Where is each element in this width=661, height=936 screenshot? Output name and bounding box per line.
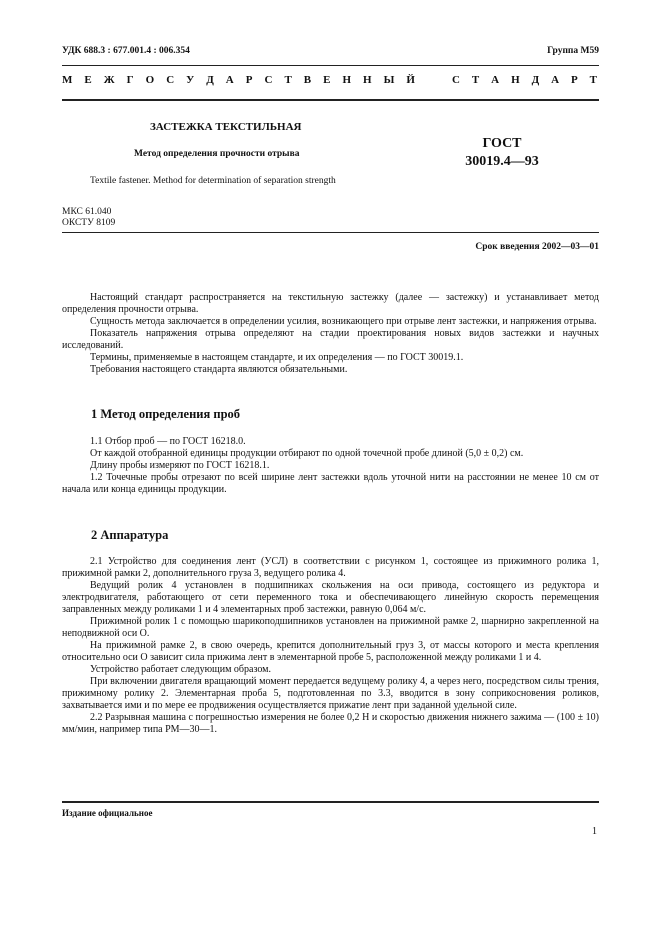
section-1-paragraph: 1.1 Отбор проб — по ГОСТ 16218.0.	[90, 436, 246, 447]
banner-letter: Е	[323, 74, 333, 86]
banner-word-standard	[452, 74, 599, 86]
banner-letter: О	[145, 74, 157, 86]
udk-code: УДК 688.3 : 677.001.4 : 006.354	[62, 46, 190, 56]
intro-paragraph: Требования настоящего стандарта являются обязательными.	[90, 364, 348, 375]
effective-date: Срок введения 2002—03—01	[475, 242, 599, 252]
intro-paragraph: Сущность метода заключается в определении усилия, возникающего при отрыве лент застежки, и напряжения отрыва.	[90, 316, 597, 327]
banner-letter: Н	[363, 74, 374, 86]
section-2-heading: 2 Аппаратура	[91, 528, 169, 542]
banner-letter: Н	[342, 74, 354, 86]
section-2-paragraph: 2.2 Разрывная машина с погрешностью измерения не более 0,2 Н и скоростью движения нижнего зажима — (100 ± 10) мм/мин, например типа РМ—30—1.	[62, 712, 599, 735]
banner-letter: Т	[589, 74, 599, 86]
banner-letter: М	[62, 74, 75, 86]
top-rule	[62, 65, 599, 66]
section-1-paragraph: Длину пробы измеряют по ГОСТ 16218.1.	[90, 460, 270, 471]
section-2-paragraph: Прижимной ролик 1 с помощью шарикоподшипников установлен на прижимной рамке 2, шарнирно закрепленной на неподвижной оси О.	[62, 616, 599, 639]
banner-letter: Ы	[383, 74, 397, 86]
banner-letter: Ж	[103, 74, 117, 86]
official-edition-label: Издание официальное	[62, 808, 153, 818]
banner-letter: Н	[511, 74, 522, 86]
banner-letter: Г	[126, 74, 136, 86]
intro-text	[62, 292, 599, 376]
section-2-paragraph: На прижимной рамке 2, в свою очередь, крепится дополнительный груз 3, от массы которого и места крепления относительно оси О зависит сила прижима лент в элементарной пробе 5, расположенной между роликами 1 и 4.	[62, 640, 599, 663]
banner-letter: Д	[531, 74, 542, 86]
banner-letter: С	[166, 74, 177, 86]
banner-letter: У	[186, 74, 197, 86]
codes-rule	[62, 232, 599, 233]
banner-letter: А	[551, 74, 562, 86]
classification-codes	[62, 207, 115, 229]
section-2-paragraph: При включении двигателя вращающий момент передается ведущему ролику 4, а через него, посредством силы трения, прижимному ролику 2. Элементарная проба 5, подготовленная по 3.3, вводится в зону соприкосновения роликов, захватывается ими и по мере ее продвижения осуществляется прижатие лент при заданной удельной силе.	[62, 676, 599, 711]
banner-letter: Й	[406, 74, 417, 86]
banner-letter: Р	[245, 74, 255, 86]
section-2-paragraph: Устройство работает следующим образом.	[90, 664, 271, 675]
okstu-code: ОКСТУ 8109	[62, 218, 116, 228]
group-code: Группа М59	[547, 46, 599, 56]
section-1-heading: 1 Метод определения проб	[91, 407, 241, 421]
banner-letter: А	[225, 74, 236, 86]
section-2-paragraph: 2.1 Устройство для соединения лент (УСЛ) в соответствии с рисунком 1, состоящее из прижимного ролика 1, прижимной рамки 2, дополнительного груза 3, ведущего ролика 4.	[62, 556, 599, 579]
intro-paragraph: Термины, применяемые в настоящем стандарте, и их определения — по ГОСТ 30019.1.	[90, 352, 464, 363]
banner-letter: В	[303, 74, 314, 86]
intro-paragraph: Настоящий стандарт распространяется на текстильную застежку (далее — застежку) и устанавливает метод определения прочности отрыва.	[62, 292, 599, 315]
banner-letter: С	[452, 74, 462, 86]
standard-banner	[62, 74, 599, 86]
banner-letter: С	[264, 74, 275, 86]
banner-word-interstate	[62, 74, 417, 86]
section-1-paragraph: 1.2 Точечные пробы отрезают по всей ширине лент застежки вдоль уточной нити на расстоянии не менее 10 см от начала или конца единицы продукции.	[62, 472, 599, 495]
banner-letter: Т	[284, 74, 294, 86]
section-1-paragraph: От каждой отобранной единицы продукции отбирают по одной точечной пробе длиной (5,0 ± 0,2) см.	[90, 448, 524, 459]
banner-letter: Е	[84, 74, 94, 86]
mks-code: МКС 61.040	[62, 207, 112, 217]
page-number: 1	[592, 826, 597, 837]
section-2-text	[62, 556, 599, 736]
section-1-text	[62, 436, 599, 496]
section-2-paragraph: Ведущий ролик 4 установлен в подшипниках скольжения на оси привода, состоящего из редуктора и электродвигателя, работающего от сети переменного тока и обеспечивающего линейную скорость перемещения заправленных между роликами 1 и 4 элементарных проб застежки, равную 0,064 м/с.	[62, 580, 599, 615]
english-title: Textile fastener. Method for determination of separation strength	[90, 176, 336, 186]
gost-label: ГОСТ	[482, 136, 522, 151]
gost-number	[462, 135, 542, 171]
banner-letter: Р	[570, 74, 580, 86]
gost-code: 30019.4—93	[465, 154, 539, 169]
document-title: ЗАСТЕЖКА ТЕКСТИЛЬНАЯ	[150, 121, 302, 133]
banner-letter: Д	[206, 74, 216, 86]
footer-rule	[62, 801, 599, 803]
banner-rule	[62, 99, 599, 101]
intro-paragraph: Показатель напряжения отрыва определяют на стадии проектирования новых видов застежки и научных исследований.	[62, 328, 599, 351]
document-subtitle: Метод определения прочности отрыва	[134, 149, 300, 159]
banner-letter: Т	[471, 74, 482, 86]
banner-letter: А	[491, 74, 502, 86]
